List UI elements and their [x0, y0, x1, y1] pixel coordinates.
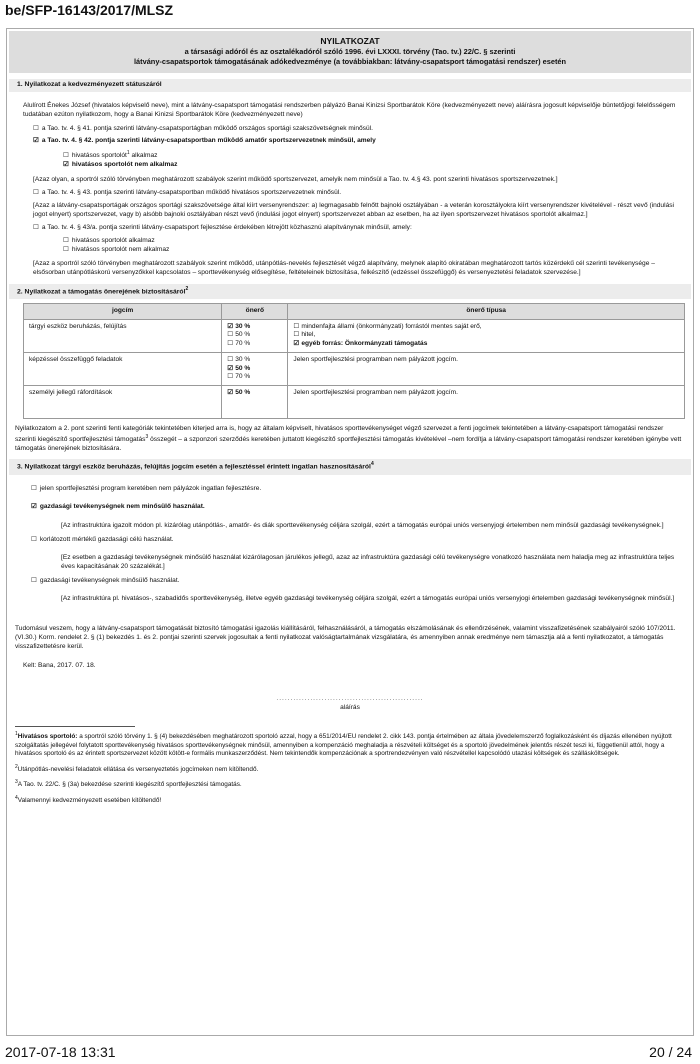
status-note-4: [Azaz a sportról szóló törvényben meghatározott szabályok szerint működő, utánpótlás-nevelés fejlesztését végző alapítvány, melynek alapító okiratában meghatározott tartós közérdekű cél szerinti tevékenysége – elsősorban utánpótláskorú versenyzőkkel kapcsolatos – sporttevékenység elősegítése, feltételeinek biztosítása, felkészítő (edzéssel összefüggő) és versenyeztetési feladatok szervezése.]: [33, 260, 655, 277]
checked-checkbox-icon: ☑: [31, 503, 37, 511]
option-label: 50 %: [235, 364, 251, 372]
footnote-3: $^3$A Tao. tv. 22/C. § (3a) bekezdése szerinti kiegészítő sportfejlesztési támogatás.: [15, 779, 242, 789]
checkbox-icon: ☐: [31, 535, 37, 543]
status-note-2: [Azaz olyan, a sportról szóló törvényben meghatározott szabályok szerint működő sportszervezet, amelyik nem minősül a Tao. tv. 4.§ 43. pont szerinti hivatásos sportszervezetnek.]: [33, 175, 558, 183]
option-label: korlátozott mértékű gazdasági célú használat.: [39, 535, 174, 543]
title-box: [9, 31, 691, 73]
title-line-2: a társasági adóról és az osztalékadóról szóló 1996. évi LXXXI. törvény (Tao. tv.) 22/C. § szerinti: [184, 47, 516, 57]
checkbox-icon: ☐: [293, 322, 300, 330]
checked-checkbox-icon: ☑: [293, 340, 300, 348]
option-label: a Tao. tv. 4. § 41. pontja szerinti látvány-csapatsportágban működő országos sportági szakszövetségnek minősül.: [41, 124, 373, 132]
status-option-2-sub-1[interactable]: [63, 150, 683, 161]
option-label: gazdasági tevékenységnek minősülő használat.: [39, 576, 180, 584]
usage-note-4: [Az infrastruktúra pl. hivatásos-, szabadidős sporttevékenység, illetve egyéb gazdasági tevékenység céljára szolgál, ezért a támogatás európai uniós versenyjogi értelemben gazdasági tevékenységnek minősül.]: [61, 595, 675, 603]
column-header-onero: önerő: [222, 304, 288, 320]
status-option-4-sub-1[interactable]: [63, 237, 683, 246]
checkbox-option[interactable]: [293, 340, 679, 349]
footnote-ref: 1: [126, 149, 130, 156]
cell-jogcim: személyi jellegű ráfordítások: [24, 386, 222, 419]
option-label: 30 %: [235, 322, 251, 330]
checkbox-icon: ☐: [227, 355, 234, 363]
checkbox-option[interactable]: [227, 331, 282, 340]
option-label: hitel,: [301, 331, 316, 339]
cell-tipus: [288, 319, 685, 352]
checkbox-icon: ☐: [33, 224, 39, 232]
status-option-2-sub-2[interactable]: [63, 161, 683, 170]
option-label: jelen sportfejlesztési program keretében nem pályázok ingatlan fejlesztésre.: [39, 484, 262, 492]
status-option-2[interactable]: [33, 137, 683, 146]
table-row: [24, 319, 685, 352]
table-row: [24, 352, 685, 385]
option-label: a Tao. tv. 4. § 42. pontja szerinti látvány-csapatsportban működő amatőr sportszervezetnek minősül, amely: [41, 137, 376, 145]
option-label: hivatásos sportolót nem alkalmaz: [71, 160, 178, 168]
section-1-heading: 1. Nyilatkozat a kedvezményezett státuszáról: [9, 79, 691, 92]
checkbox-icon: ☐: [63, 152, 69, 160]
signing-date: Kelt: Bana, 2017. 07. 18.: [23, 662, 96, 670]
table-header-row: [24, 304, 685, 320]
option-label: 70 %: [235, 340, 251, 348]
option-label: hivatásos sportolót alkalmaz: [71, 237, 155, 245]
usage-option-4[interactable]: [31, 577, 683, 586]
footnote-2: $^2$Utánpótlás-nevelési feladatok ellátása és versenyeztetés jogcímeken nem kitöltendő.: [15, 763, 259, 773]
checkbox-icon: ☐: [227, 340, 234, 348]
option-label: a Tao. tv. 4. § 43/a. pontja szerinti látvány-csapatsport fejlesztése érdekében létrejött közhasznú alapítványnak minősül, amely:: [41, 224, 412, 232]
checkbox-icon: ☐: [31, 484, 37, 492]
own-resource-table: [23, 303, 685, 419]
section-2-heading: 2. Nyilatkozat a támogatás önerejének biztosításáról$^2$: [9, 284, 691, 299]
status-option-4-sub-2[interactable]: [63, 246, 683, 255]
checkbox-icon: ☐: [33, 124, 39, 132]
title-line-3: látvány-csapatsportok támogatásának adókedvezménye (a továbbiakban: látvány-csapatsport támogatási rendszer) esetén: [133, 57, 567, 67]
footnote-separator: [15, 726, 135, 727]
column-header-onero-tipusa: önerő típusa: [288, 304, 685, 320]
checkbox-option[interactable]: [227, 356, 282, 365]
cell-tipus: [288, 352, 685, 385]
signature-block: [7, 695, 693, 712]
usage-note-3: [Ez esetben a gazdasági tevékenységnek minősülő használat kizárólagosan járulékos jellegű, azaz az infrastruktúra gazdasági célú tevékenységre vonatkozó használata nem haladja meg az infrastruktúra teljes éves kapacitásának 20 százalékát.]: [61, 554, 675, 571]
cell-onero: [222, 386, 288, 419]
cell-tipus: [288, 386, 685, 419]
option-label: hivatásos sportolót: [71, 152, 127, 160]
checked-checkbox-icon: ☑: [33, 137, 39, 145]
option-label: hivatásos sportolót nem alkalmaz: [71, 245, 170, 253]
footnote-1: $^1$Hivatásos sportoló: a sportról szóló törvény 1. § (4) bekezdésében meghatározott sportoló azzal, hogy a 651/2014/EU rendelet 2. cikk 143. pontja értelmében az általa jövedelemszerző foglalkozásként és díjazás ellenében nyújtott szolgáltatás jellegével folytatott sporttevékenység hivatásos sporttevékenységnek minősül, amennyiben a kompenzáció meghaladja a részvételi költséget és a sportoló jövedelmének jelentős részét teszi ki, függetlenül attól, hogy a hivatásos sportoló és az érintett sportszervezet között kötött-e formális munkaszerződést. Nem tekintendők kompenzációnak a sportrendezvényen való részvétellel kapcsolódó utazási költségek és szállásköltségek.: [15, 731, 672, 758]
usage-option-3[interactable]: [31, 536, 683, 545]
checked-checkbox-icon: ☑: [227, 322, 234, 330]
checkbox-icon: ☐: [33, 189, 39, 197]
checkbox-option[interactable]: [227, 340, 282, 349]
footnote-ref: 3: [145, 433, 149, 440]
checked-checkbox-icon: ☑: [63, 160, 69, 168]
status-option-4[interactable]: [33, 224, 683, 233]
page-number: 20 / 24: [649, 1044, 692, 1060]
status-option-3[interactable]: [33, 189, 683, 198]
option-label: 50 %: [235, 331, 251, 339]
usage-option-1[interactable]: [31, 485, 683, 494]
checkbox-option[interactable]: [227, 365, 282, 374]
status-note-3: [Azaz a látvány-csapatsportágak országos sportági szakszövetsége által kiírt versenyrendszer: a) legmagasabb felnőtt bajnoki osztályában - a veterán korosztályokra kiírt versenyrendszer kivételével - részt vevő (indulási jogot elnyert) sportszervezet, vagy b) alsóbb bajnoki osztályában részt vevő (indulási jogot elnyert) sportszervezet abban az esetben, ha az ilyen sportszervezet hivatásos sportolót alkalmaz.]: [33, 201, 674, 218]
cell-jogcim: képzéssel összefüggő feladatok: [24, 352, 222, 385]
cell-jogcim: tárgyi eszköz beruházás, felújítás: [24, 319, 222, 352]
cell-text: [293, 389, 679, 398]
table-body: [24, 319, 685, 418]
usage-option-2[interactable]: [31, 503, 683, 512]
print-timestamp: 2017-07-18 13:31: [5, 1044, 116, 1060]
checkbox-icon: ☐: [63, 245, 69, 253]
checked-checkbox-icon: ☑: [227, 389, 234, 396]
column-header-jogcim: jogcím: [24, 304, 222, 320]
option-label-rest: alkalmaz: [129, 152, 158, 160]
option-label: Jelen sportfejlesztési programban nem pályázott jogcím.: [293, 355, 458, 363]
cell-onero: [222, 319, 288, 352]
cell-text: [293, 356, 679, 365]
section-1-intro: Alulírott Énekes József (hivatalos képviselő neve), mint a látvány-csapatsport támogatási rendszerben pályázó Banai Kinizsi Sportbarátok Köre (kedvezményezett neve) aláírásra jogosult képviselője büntetőjogi felelősségem tudatában ezúton nyilatkozom, hogy a Banai Kinizsi Sportbarátok Köre (kedvezményezett neve): [23, 102, 676, 118]
section-2-statement: Nyilatkozatom a 2. pont szerinti fenti kategóriák tekintetében kiterjed arra is, hogy az általam képviselt, hivatásos sporttevékenységet végző szervezet a fenti jogcímek tekintetében a látvány-csapatsport támogatási rendszer szerinti kiegészítő sportfejlesztési támogatás$^3$ összegét – a szponzori szerződés keretében juttatott kiegészítő sportfejlesztési támogatás kivételével –nem fordítja a látvány-csapatsport támogatási rendszer keretében igénybe vett támogatás önerejének biztosítására.: [15, 425, 682, 452]
checkbox-icon: ☐: [227, 331, 234, 339]
status-option-1[interactable]: [33, 125, 683, 134]
option-label: 30 %: [235, 355, 251, 363]
checkbox-icon: ☐: [31, 576, 37, 584]
closing-statement: Tudomásul veszem, hogy a látvány-csapatsport támogatását biztosító támogatási igazolás kiállításáról, felhasználásáról, a támogatás elszámolásának és ellenőrzésének, valamint visszafizetésének szabályairól szóló 107/2011. (VI.30.) Korm. rendelet 2. § (1) bekezdés 1. és 2. pontjai szerinti szervek jogosultak a fenti nyilatkozat valóságtartalmának vizsgálatára, és amennyiben annak eredménye nem támasztja alá a fenti nyilatkozatot, a támogatás visszafizettetésre kerül.: [15, 625, 676, 650]
footnote-ref: 4: [370, 461, 374, 468]
option-label: 50 %: [235, 389, 251, 396]
signature-label: aláírás: [340, 703, 360, 711]
footnote-4: $^4$Valamennyi kedvezményezett esetében kitöltendő!: [15, 795, 162, 805]
table-row: [24, 386, 685, 419]
section-3-heading: 3. Nyilatkozat tárgyi eszköz beruházás, felújítás jogcím esetén a fejlesztéssel érintett ingatlan hasznosításáról$^4$: [9, 459, 691, 474]
document-reference: be/SFP-16143/2017/MLSZ: [5, 2, 174, 18]
checkbox-icon: ☐: [227, 373, 234, 381]
checkbox-option[interactable]: [293, 331, 679, 340]
checkbox-option[interactable]: [293, 323, 679, 332]
checkbox-icon: ☐: [63, 237, 69, 245]
cell-onero: [222, 352, 288, 385]
option-label: a Tao. tv. 4. § 43. pontja szerinti látvány-csapatsportban működő hivatásos sportszervezetnek minősül.: [41, 189, 342, 197]
checkbox-option[interactable]: [227, 389, 282, 398]
option-label: mindenfajta állami (önkormányzati) forrástól mentes saját erő,: [301, 322, 482, 330]
option-label: gazdasági tevékenységnek nem minősülő használat.: [39, 503, 205, 511]
signature-line: ....................................................: [276, 694, 424, 702]
declaration-document: [6, 28, 694, 1036]
checkbox-option[interactable]: [227, 373, 282, 382]
usage-note-2: [Az infrastruktúra igazolt módon pl. kizárólag utánpótlás-, amatőr- és diák sporttevékenység céljára szolgál, ezért a támogatás európai uniós versenyjogi értelemben nem minősül gazdasági tevékenységnek.]: [61, 521, 664, 529]
footnote-ref: 2: [185, 285, 189, 292]
option-label: 70 %: [235, 373, 251, 381]
checkbox-icon: ☐: [293, 331, 300, 339]
option-label: egyéb forrás: Önkormányzati támogatás: [301, 340, 428, 348]
checked-checkbox-icon: ☑: [227, 364, 234, 372]
option-label: Jelen sportfejlesztési programban nem pályázott jogcím.: [293, 389, 458, 396]
document-title: NYILATKOZAT: [320, 36, 380, 46]
